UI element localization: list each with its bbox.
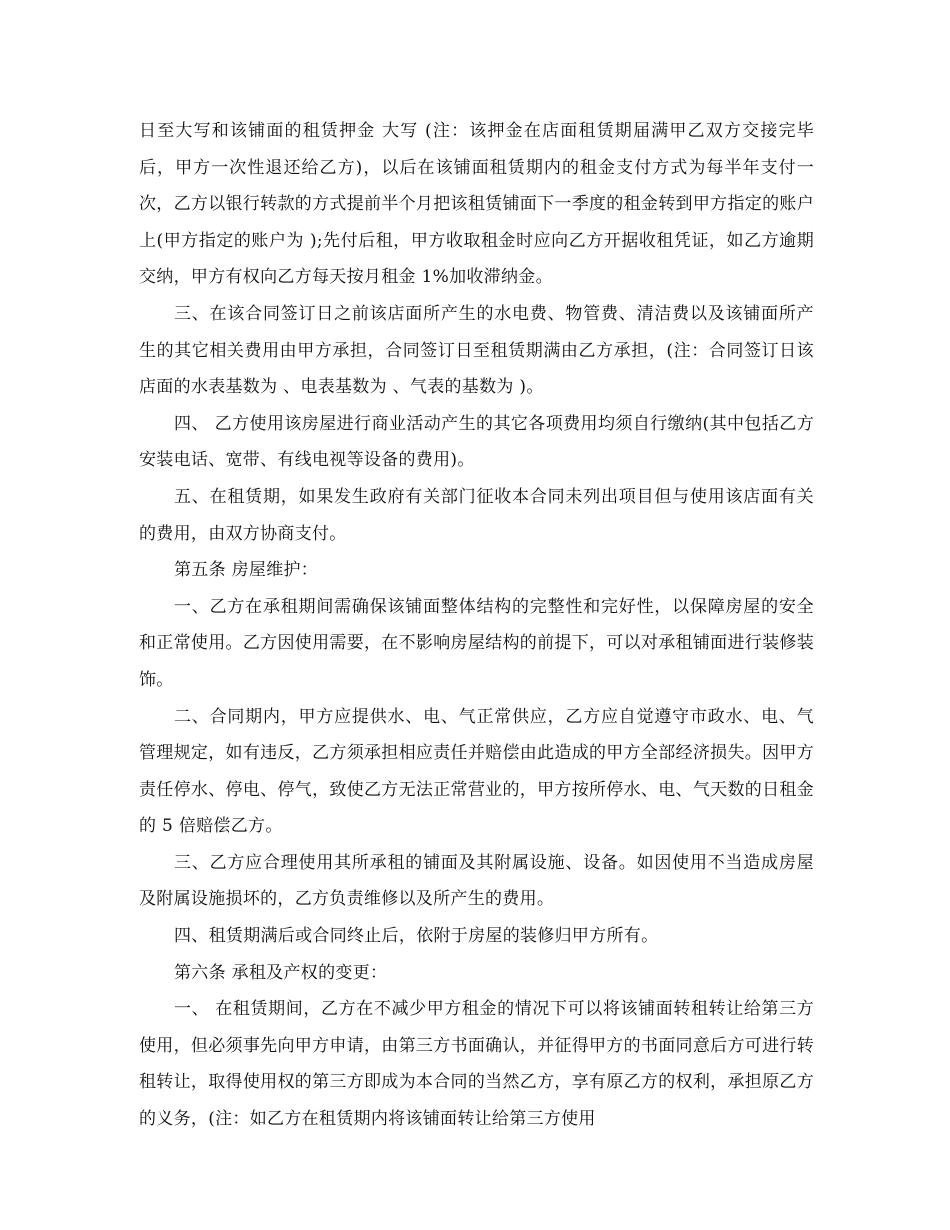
heading-article-five: 第五条 房屋维护： <box>174 560 319 581</box>
paragraph-government-fees: 五、在租赁期，如果发生政府有关部门征收本合同未列出项目但与使用该店面有关的费用，由双方协商支付。 <box>139 486 814 544</box>
paragraph-business-fees: 四、 乙方使用该房屋进行商业活动产生的其它各项费用均须自行缴纳(其中包括乙方安装电话、宽带、有线电视等设备的费用)。 <box>139 413 814 471</box>
heading-article-six: 第六条 承租及产权的变更： <box>174 962 388 983</box>
paragraph-facility-use: 三、乙方应合理使用其所承租的铺面及其附属设施、设备。如因使用不当造成房屋及附属设施损坏的，乙方负责维修以及所产生的费用。 <box>139 852 814 910</box>
paragraph-sublease: 一、 在租赁期间，乙方在不减少甲方租金的情况下可以将该铺面转租转让给第三方使用，但必须事先向甲方申请，由第三方书面确认，并征得甲方的书面同意后方可进行转租转让，取得使用权的第三方即成为本合同的当然乙方，享有原乙方的权利，承担原乙方的义务，(注：如乙方在租赁期内将该铺面转让给第三方使用 <box>139 999 814 1130</box>
paragraph-structure-maintenance: 一、乙方在承租期间需确保该铺面整体结构的完整性和完好性，以保障房屋的安全和正常使用。乙方因使用需要，在不影响房屋结构的前提下，可以对承租铺面进行装修装饰。 <box>139 596 814 690</box>
paragraph-utility-supply: 二、合同期内，甲方应提供水、电、气正常供应，乙方应自觉遵守市政水、电、气管理规定，如有违反，乙方须承担相应责任并赔偿由此造成的甲方全部经济损失。因甲方责任停水、停电、停气，致使乙方无法正常营业的，甲方按所停水、电、气天数的日租金的 5 倍赔偿乙方。 <box>139 706 814 837</box>
document-page <box>139 113 814 1138</box>
paragraph-renovation-ownership: 四、租赁期满后或合同终止后，依附于房屋的装修归甲方所有。 <box>174 926 659 947</box>
paragraph-deposit-payment: 日至大写和该铺面的租赁押金 大写 (注：该押金在店面租赁期届满甲乙双方交接完毕后，甲方一次性退还给乙方)，以后在该铺面租赁期内的租金支付方式为每半年支付一次，乙方以银行转款的方式提前半个月把该租赁铺面下一季度的租金转到甲方指定的账户上(甲方指定的账户为 );先付后租，甲方收取租金时应向乙方开据收租凭证，如乙方逾期交纳，甲方有权向乙方每天按月租金 1%加收滞纳金。 <box>139 121 814 288</box>
paragraph-utility-fees: 三、在该合同签订日之前该店面所产生的水电费、物管费、清洁费以及该铺面所产生的其它相关费用由甲方承担，合同签订日至租赁期满由乙方承担，(注：合同签订日该店面的水表基数为 、电表基数为 、气表的基数为 )。 <box>139 303 814 398</box>
